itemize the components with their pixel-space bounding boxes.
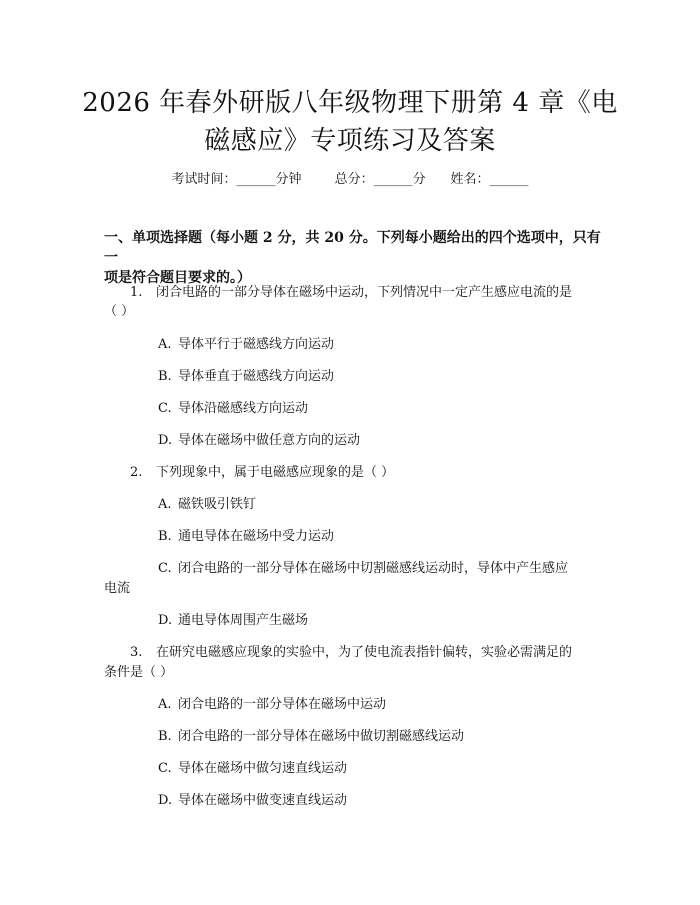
score-blank: ______ xyxy=(373,172,413,187)
option-letter: B. xyxy=(158,369,172,384)
question-2-option-c-cont: 电流 xyxy=(104,581,131,596)
option-text: 通电导体在磁场中受力运动 xyxy=(178,529,335,544)
question-1-number: 1. xyxy=(130,285,143,300)
option-text: 导体平行于磁感线方向运动 xyxy=(178,337,335,352)
time-unit: 分钟 xyxy=(275,172,302,187)
question-1-option-d xyxy=(158,432,360,450)
option-text: 磁铁吸引铁钉 xyxy=(178,497,257,512)
section-heading xyxy=(104,228,604,288)
question-1-option-a xyxy=(158,336,334,354)
exam-info xyxy=(0,168,700,187)
question-2-option-a xyxy=(158,496,256,514)
option-letter: C. xyxy=(158,561,172,576)
question-3-stem xyxy=(130,644,572,662)
question-2-stem-text: 下列现象中，属于电磁感应现象的是（ ） xyxy=(156,465,395,480)
option-text: 通电导体周围产生磁场 xyxy=(178,613,309,628)
question-3-option-d xyxy=(158,792,347,810)
option-letter: C. xyxy=(158,761,172,776)
question-1-stem-text: 闭合电路的一部分导体在磁场中运动，下列情况中一定产生感应电流的是 xyxy=(156,285,573,300)
name-blank: ______ xyxy=(489,172,529,187)
question-2-stem xyxy=(130,464,394,482)
option-text: 导体垂直于磁感线方向运动 xyxy=(178,369,335,384)
option-text: 导体在磁场中做任意方向的运动 xyxy=(178,433,361,448)
question-2-option-d xyxy=(158,612,308,630)
option-letter: A. xyxy=(158,697,172,712)
section-heading-line-2: 项是符合题目要求的。） xyxy=(104,270,251,286)
title-line-2: 磁感应》专项练习及答案 xyxy=(204,126,496,156)
option-text: 导体在磁场中做变速直线运动 xyxy=(178,793,348,808)
question-1-option-c xyxy=(158,400,308,418)
section-heading-line-1: 一、单项选择题（每小题 2 分，共 20 分。下列每小题给出的四个选项中，只有一 xyxy=(104,230,601,266)
question-1-stem xyxy=(130,284,572,302)
question-1-option-b xyxy=(158,368,334,386)
option-letter: A. xyxy=(158,497,172,512)
option-text: 闭合电路的一部分导体在磁场中运动 xyxy=(178,697,387,712)
option-text: 闭合电路的一部分导体在磁场中做切割磁感线运动 xyxy=(178,729,465,744)
question-3-option-b xyxy=(158,728,464,746)
time-label: 考试时间： xyxy=(171,172,237,187)
time-blank: ______ xyxy=(236,172,276,187)
option-letter: A. xyxy=(158,337,172,352)
option-letter: B. xyxy=(158,529,172,544)
question-3-stem-cont: 条件是（ ） xyxy=(104,665,174,680)
document-title xyxy=(80,84,620,160)
question-2-option-c xyxy=(158,560,568,578)
name-label: 姓名： xyxy=(450,172,490,187)
question-3-number: 3. xyxy=(130,645,143,660)
question-2-option-b xyxy=(158,528,334,546)
option-text: 导体在磁场中做匀速直线运动 xyxy=(178,761,348,776)
option-letter: D. xyxy=(158,613,173,628)
title-line-1: 2026 年春外研版八年级物理下册第 4 章《电 xyxy=(82,88,618,118)
question-3-option-a xyxy=(158,696,386,714)
option-text: 闭合电路的一部分导体在磁场中切割磁感线运动时，导体中产生感应 xyxy=(178,561,569,576)
option-letter: C. xyxy=(158,401,172,416)
score-unit: 分 xyxy=(412,172,426,187)
question-2-number: 2. xyxy=(130,465,143,480)
option-letter: D. xyxy=(158,793,173,808)
option-letter: B. xyxy=(158,729,172,744)
score-label: 总分： xyxy=(334,172,374,187)
question-3-option-c xyxy=(158,760,347,778)
question-1-stem-cont: （ ） xyxy=(104,304,135,319)
option-letter: D. xyxy=(158,433,173,448)
question-3-stem-text: 在研究电磁感应现象的实验中，为了使电流表指针偏转，实验必需满足的 xyxy=(156,645,573,660)
option-text: 导体沿磁感线方向运动 xyxy=(178,401,309,416)
